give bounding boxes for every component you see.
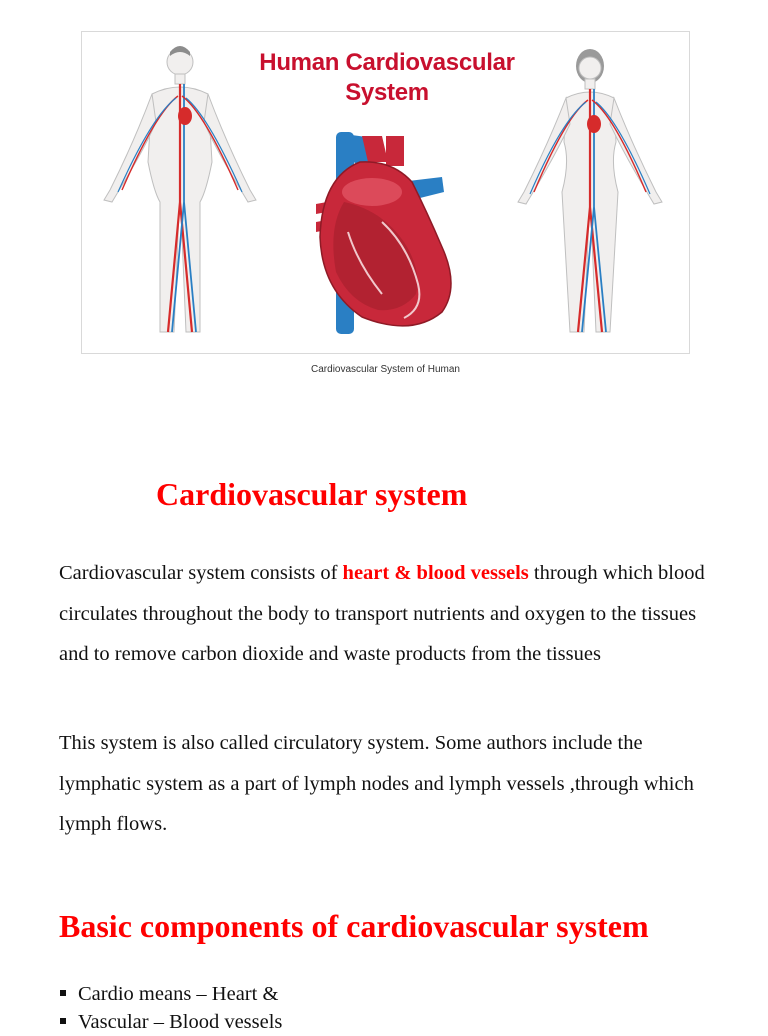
figure-title: [232, 48, 542, 108]
section-heading-basic-components: Basic components of cardiovascular system: [59, 908, 649, 944]
cardiovascular-figure: [81, 31, 690, 354]
figure-caption: Cardiovascular System of Human: [311, 364, 460, 375]
section-heading-cardiovascular-system: Cardiovascular system: [156, 476, 468, 512]
figure-title-line2: System: [345, 79, 429, 106]
heart-illustration: [316, 132, 451, 334]
list-item: Cardio means – Heart &: [59, 980, 282, 1008]
paragraph-circulatory-system: This system is also called circulatory system. Some authors include the lymphatic system as a part of lymph nodes and lymph vessels ,through which lymph flows.: [59, 732, 694, 835]
paragraph-definition: [59, 553, 719, 675]
figure-title-line1: Human Cardiovascular: [259, 49, 515, 76]
paragraph-definition-start: Cardiovascular system consists of: [59, 562, 343, 584]
components-list: [59, 980, 282, 1036]
highlight-heart-blood-vessels: heart & blood vessels: [342, 562, 529, 584]
list-item: Vascular – Blood vessels: [59, 1008, 282, 1036]
paragraph-definition-end: through which blood circulates throughout the body to transport nutrients and oxygen to the tissues and to remove carbon dioxide and waste products from the tissues: [59, 562, 705, 665]
